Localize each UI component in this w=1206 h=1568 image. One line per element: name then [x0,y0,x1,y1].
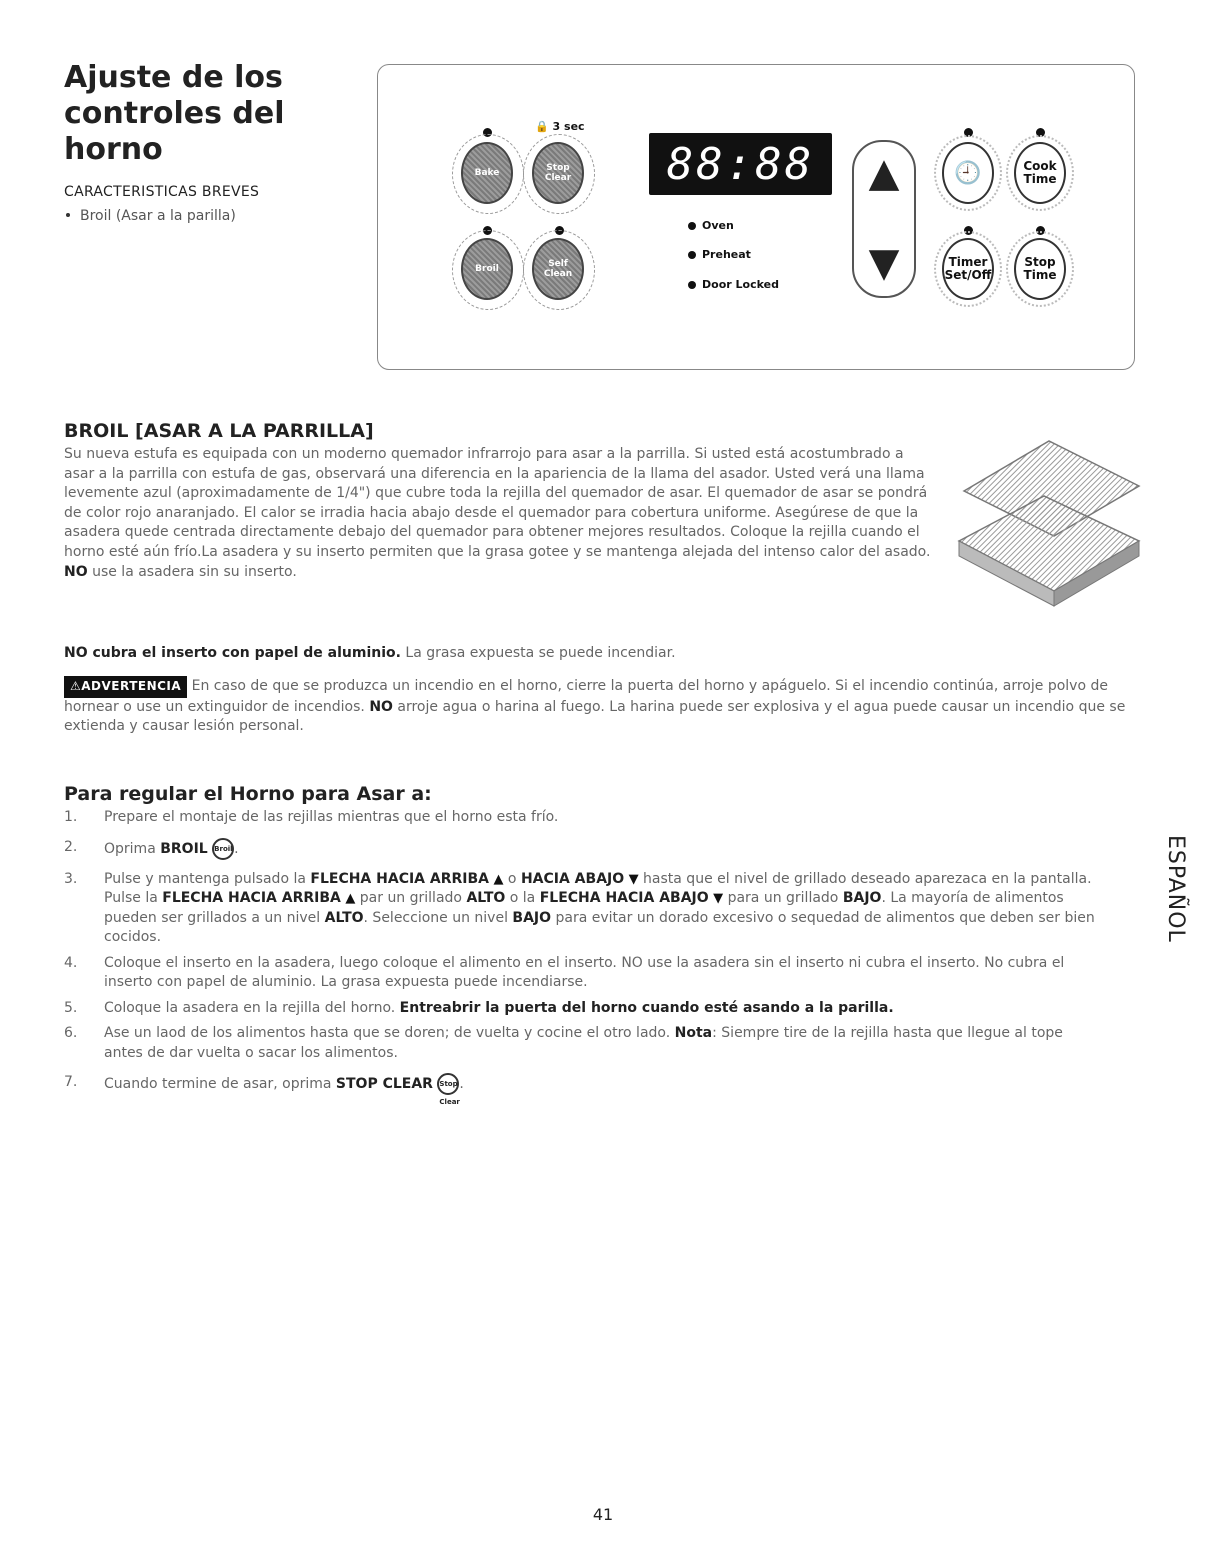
step-text: para evitar un dorado excesivo o sequedad de alimentos que deben ser bien cocidos. [104,909,1095,945]
step-number: 1. [64,809,78,825]
broil-heading: BROIL [ASAR A LA PARRILLA] [64,420,374,442]
led-indicator [688,222,696,230]
oven-indicator [688,219,734,232]
cook-time-label: Cook Time [1023,159,1057,186]
stop-clear-key-name: STOP CLEAR [335,1076,433,1092]
clock-button-face [942,142,994,204]
up-arrow-key-name: FLECHA HACIA ARRIBA [162,890,341,906]
alto-level: ALTO [466,890,506,906]
step-text: Ase un laod de los alimentos hasta que se doren; de vuelta y cocine el otro lado. [104,1025,671,1041]
step-6 [64,1024,1104,1063]
step-7 [64,1073,1104,1106]
cook-time-button[interactable] [1014,142,1066,204]
timer-button-face [942,238,994,300]
step-3 [64,870,1104,948]
step-text: para un grillado [727,890,839,906]
step-text: . Seleccione un nivel [363,909,508,926]
page-number: 41 [592,1505,614,1524]
up-arrow-button[interactable]: ▲ [868,150,900,196]
step-text: par un grillado [359,890,462,906]
step-text: : Siempre tire de la rejilla hasta que llegue al tope antes de dar vuelta o sacar los alimentos. [104,1025,1063,1061]
button-ring [1006,135,1074,211]
step-text: Cuando termine de asar, oprima [104,1076,332,1092]
broil-paragraph-text: Su nueva estufa es equipada con un moderno quemador infrarrojo para asar a la parrilla. Si usted está acostumbrado a asar a la parrilla con estufa de gas, observará una diferencia en la apariencia de la llama del asador. Usted verá una llama levemente azul (aproximadamente de 1/4") que cubre toda la rejilla del quemador de asar. El quemador de asar se pondrá de color rojo anaranjado. El calor se irradia hacia abajo desde el quemador para cobertura uniforme. Asegúrese de que la asadera quede centrada directamente debajo del quemador para obtener mejores resultados. Coloque la rejilla cuando el horno esté aún frío.La asadera y su inserto permiten que la grasa gotee y se mantenga alejada del intenso calor del asado. [64,446,931,560]
step-text: o [507,870,517,887]
advertencia-block [64,676,1144,737]
stop-time-button-face [1014,238,1066,300]
self-clean-button-label: Self Clean [543,259,573,279]
advertencia-tail: arroje agua o harina al fuego. La harina puede ser explosiva y el agua puede causar un incendio que se extienda y causar lesión personal. [64,698,1126,735]
down-arrow-icon: ▼ [713,891,724,906]
step-text: Pulse y mantenga pulsado la [104,870,306,887]
broil-button[interactable] [461,238,513,300]
oven-indicator-label: Oven [702,219,734,232]
step-1 [64,808,1104,828]
step-text: Oprima [104,840,156,857]
section-subtitle: CARACTERISTICAS BREVES [64,184,260,200]
button-ring [452,230,524,310]
led-indicator [688,251,696,259]
clock-button[interactable] [942,142,994,204]
button-ring [1006,231,1074,307]
no-emphasis: NO [64,563,88,580]
feature-bullet [66,208,236,224]
warning-icon: ⚠ [70,679,82,693]
step-4 [64,954,1104,993]
step-number: 7. [64,1074,78,1090]
button-ring [523,134,595,214]
bajo-level: BAJO [842,890,882,906]
aluminum-warning [64,644,1144,664]
preheat-indicator-label: Preheat [702,248,751,261]
timer-button[interactable] [942,238,994,300]
bake-button[interactable] [461,142,513,204]
step-2 [64,838,1104,860]
bullet-icon [66,213,70,217]
bake-button-label: Bake [474,168,500,178]
down-arrow-button[interactable]: ▼ [868,240,900,286]
stop-clear-key-icon: Stop Clear [437,1073,459,1095]
pan-base-shape [959,496,1139,591]
broil-key-icon: Broil [212,838,234,860]
advertencia-text: En caso de que se produzca un incendio en el horno, cierre la puerta del horno y apáguelo. Si el incendio continúa, arroje polvo de hornear o use un extinguidor de incendios. [64,678,1108,715]
step-text: . [234,840,239,857]
stop-clear-button[interactable] [532,142,584,204]
lock-label-text: 3 sec [552,120,585,133]
down-arrow-key-name: FLECHA HACIA ABAJO [539,890,709,906]
timer-label: Timer Set/Off [944,255,992,282]
control-panel [377,64,1135,370]
step-text: hasta que el nivel de grillado deseado aparezaca en la pantalla. Pulse la [104,870,1092,906]
broil-button-label: Broil [475,264,499,274]
procedure-steps [64,808,1104,1106]
step-number: 3. [64,870,78,887]
step-text: Coloque la asadera en la rejilla del horno. [104,999,396,1016]
stop-clear-button-label: Stop Clear [544,163,572,183]
door-locked-indicator [688,278,779,291]
step-text: Coloque el inserto en la asadera, luego coloque el alimento en el inserto. NO use la asadera sin el inserto ni cubra el inserto. No cubra el inserto con papel de aluminio. La grasa expuesta puede incendiarse. [104,954,1065,990]
page-title: Ajuste de los controles del horno [64,60,285,167]
button-ring [934,135,1002,211]
self-clean-button[interactable] [532,238,584,300]
lock-icon: 🔒 [535,120,549,133]
stop-time-label: Stop Time [1023,255,1057,282]
aluminum-warning-bold: NO cubra el inserto con papel de aluminio. [64,645,401,661]
down-arrow-icon: ▼ [628,871,639,887]
step-text: . [459,1076,464,1092]
step-text: o la [509,890,536,906]
step-5 [64,999,1104,1019]
lock-label [535,120,585,133]
no-emphasis: NO [369,698,393,715]
down-arrow-key-name: HACIA ABAJO [520,870,625,887]
broil-paragraph [64,445,934,582]
led-indicator [688,281,696,289]
preheat-indicator [688,248,751,261]
broil-paragraph-tail: use la asadera sin su inserto. [92,563,297,580]
broil-pan-illustration [954,436,1144,621]
broil-key-name: BROIL [160,840,208,857]
procedure-heading: Para regular el Horno para Asar a: [64,783,432,805]
alto-level: ALTO [324,909,364,926]
step-bold-text: Entreabrir la puerta del horno cuando esté asando a la parilla. [399,999,894,1016]
stop-time-button[interactable] [1014,238,1066,300]
step-text: Prepare el montaje de las rejillas mientras que el horno esta frío. [104,809,559,825]
step-text: . La mayoría de alimentos pueden ser grillados a un nivel [104,890,1064,926]
button-ring [523,230,595,310]
advertencia-badge [64,676,187,698]
digital-display [649,133,832,195]
button-ring [934,231,1002,307]
bullet-text: Broil (Asar a la parilla) [80,208,236,224]
aluminum-warning-tail: La grasa expuesta se puede incendiar. [405,645,676,661]
bajo-level: BAJO [512,909,552,926]
advertencia-label: ADVERTENCIA [81,679,182,693]
cook-time-button-face [1014,142,1066,204]
up-arrow-icon: ▲ [493,871,504,887]
clock-icon: 🕘 [954,160,982,186]
step-number: 2. [64,838,78,855]
door-locked-indicator-label: Door Locked [702,278,779,291]
display-digits: 88:88 [666,138,815,190]
up-arrow-icon: ▲ [345,891,356,906]
up-arrow-key-name: FLECHA HACIA ARRIBA [310,870,489,887]
nota-label: Nota [674,1025,713,1041]
step-number: 6. [64,1025,78,1041]
button-ring [452,134,524,214]
step-number: 5. [64,999,78,1016]
step-number: 4. [64,954,78,971]
language-side-label: ESPAÑOL [1163,835,1188,943]
